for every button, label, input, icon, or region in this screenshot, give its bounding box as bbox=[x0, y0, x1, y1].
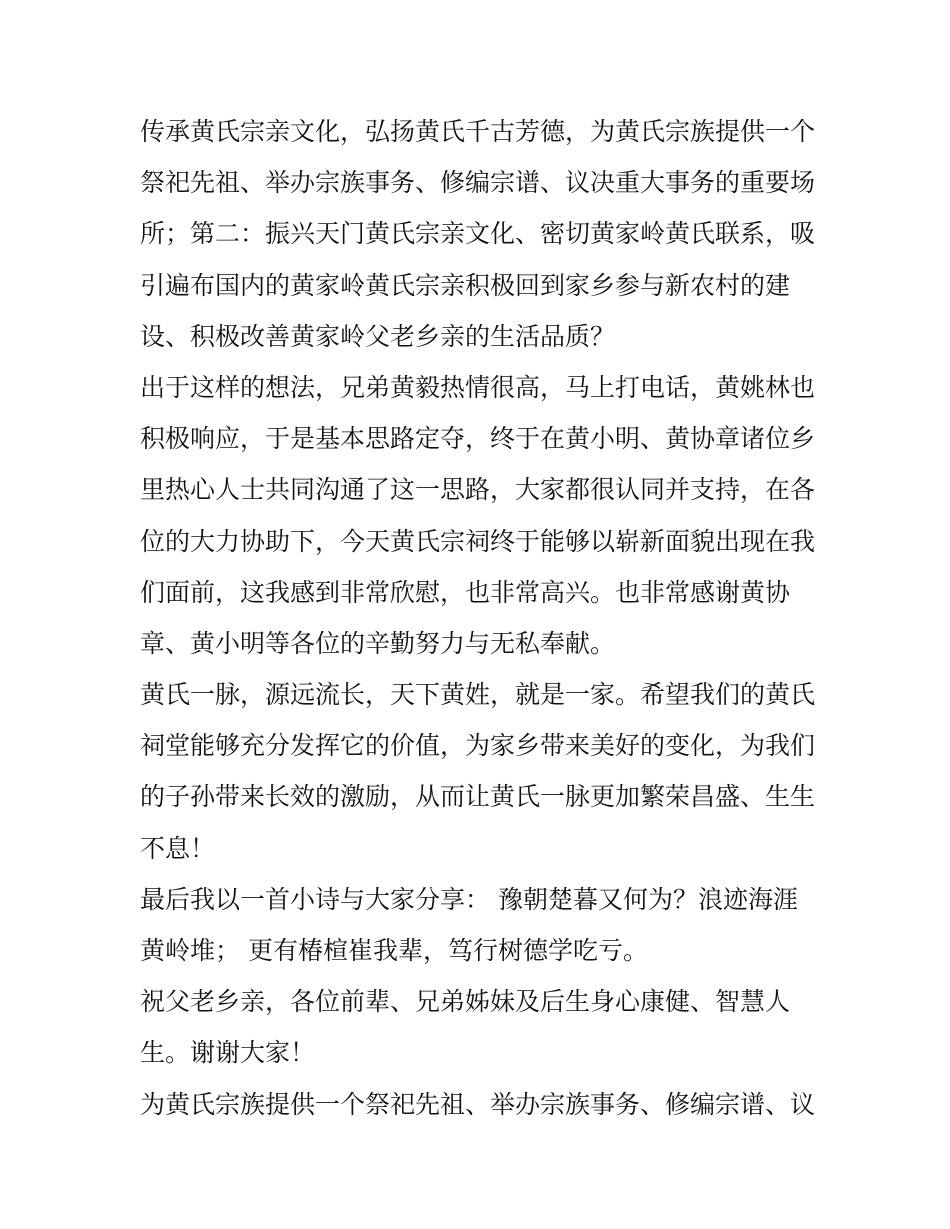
text-line: 的子孙带来长效的激励，从而让黄氏一脉更加繁荣昌盛、生生 bbox=[140, 782, 816, 812]
text-line: 祠堂能够充分发挥它的价值，为家乡带来美好的变化，为我们 bbox=[140, 731, 816, 761]
text-line: 不息！ bbox=[140, 833, 216, 863]
text-line: 传承黄氏宗亲文化，弘扬黄氏千古芳德，为黄氏宗族提供一个 bbox=[140, 117, 816, 146]
text-line: 为黄氏宗族提供一个祭祀先祖、举办宗族事务、修编宗谱、议 bbox=[140, 1089, 816, 1119]
text-line: 黄氏一脉，源远流长，天下黄姓，就是一家。希望我们的黄氏 bbox=[140, 680, 816, 710]
text-line: 里热心人士共同沟通了这一思路，大家都很认同并支持，在各 bbox=[140, 475, 816, 505]
text-line: 引遍布国内的黄家岭黄氏宗亲积极回到家乡参与新农村的建 bbox=[140, 270, 791, 300]
text-line: 祝父老乡亲，各位前辈、兄弟姊妹及后生身心康健、智慧人 bbox=[140, 987, 791, 1017]
text-line: 位的大力协助下，今天黄氏宗祠终于能够以崭新面貌出现在我 bbox=[140, 526, 816, 556]
text-line: 所；第二：振兴天门黄氏宗亲文化、密切黄家岭黄氏联系，吸 bbox=[140, 219, 816, 249]
text-line: 黄岭堆； 更有椿楦崔我辈，笃行树德学吃亏。 bbox=[140, 936, 648, 965]
text-line: 积极响应，于是基本思路定夺，终于在黄小明、黄协章诸位乡 bbox=[140, 424, 816, 454]
text-line: 生。谢谢大家！ bbox=[140, 1038, 316, 1068]
text-line: 章、黄小明等各位的辛勤努力与无私奉献。 bbox=[140, 628, 616, 658]
text-line: 们面前，这我感到非常欣慰，也非常高兴。也非常感谢黄协 bbox=[140, 577, 791, 607]
text-line: 祭祀先祖、举办宗族事务、修编宗谱、议决重大事务的重要场 bbox=[140, 168, 816, 198]
text-line: 出于这样的想法，兄弟黄毅热情很高，马上打电话，黄姚林也 bbox=[140, 372, 816, 402]
text-line: 最后我以一首小诗与大家分享： 豫朝楚暮又何为？浪迹海涯 bbox=[140, 884, 798, 914]
body-text bbox=[140, 106, 820, 1130]
text-line: 设、积极改善黄家岭父老乡亲的生活品质？ bbox=[140, 321, 616, 351]
